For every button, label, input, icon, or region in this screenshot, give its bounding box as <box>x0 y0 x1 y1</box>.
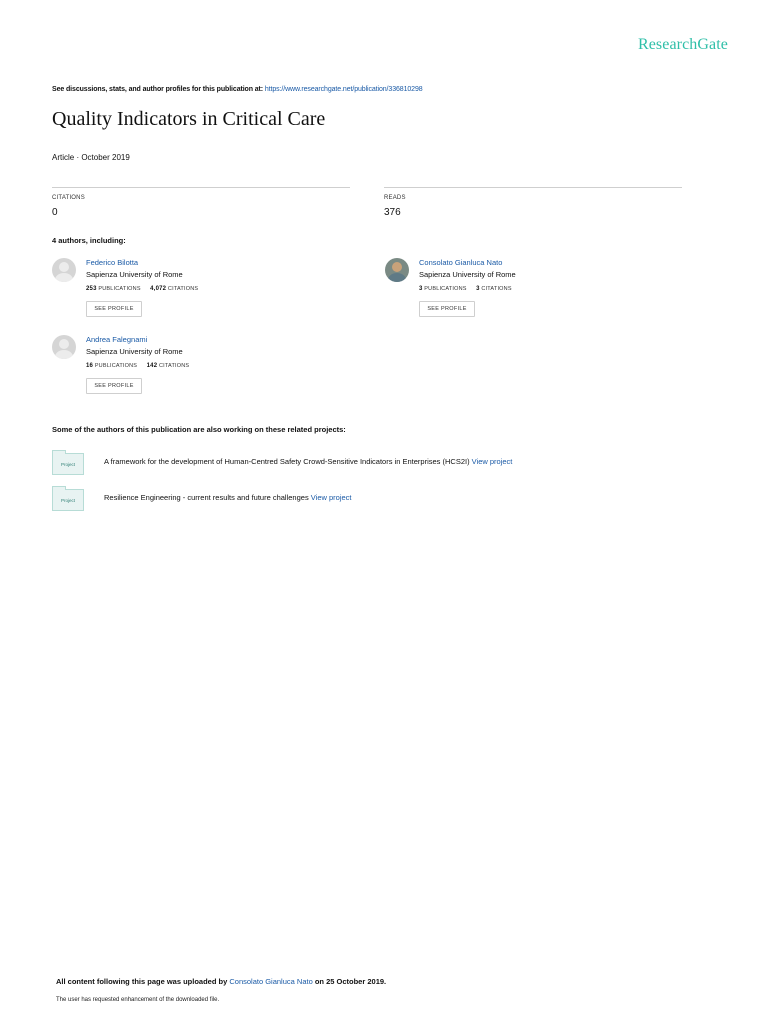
publication-url-link[interactable]: https://www.researchgate.net/publication/336810298 <box>264 86 423 93</box>
citations-count: 3 <box>476 286 480 292</box>
upload-prefix: All content following this page was uploaded by <box>56 977 228 986</box>
upload-suffix: on 25 October 2019. <box>314 977 387 986</box>
citations-count: 4,072 <box>150 286 167 292</box>
citations-count-label: CITATIONS <box>158 363 190 369</box>
publications-label: PUBLICATIONS <box>424 286 467 292</box>
project-item <box>52 453 732 477</box>
citations-count-label: CITATIONS <box>167 286 199 292</box>
author-name-link[interactable]: Consolato Gianluca Nato <box>419 258 503 267</box>
author-institution: Sapienza University of Rome <box>86 347 183 356</box>
authors-heading: 4 authors, including: <box>52 236 126 245</box>
citations-value: 0 <box>52 207 58 218</box>
publications-count: 16 <box>86 363 94 369</box>
author-institution: Sapienza University of Rome <box>419 270 516 279</box>
project-text <box>104 493 352 502</box>
reads-value: 376 <box>384 207 401 218</box>
see-profile-button[interactable]: SEE PROFILE <box>86 378 142 394</box>
publication-link-line <box>52 86 423 93</box>
publications-count: 3 <box>419 286 423 292</box>
projects-heading: Some of the authors of this publication are also working on these related projects: <box>52 425 346 434</box>
citations-label: CITATIONS <box>52 195 85 201</box>
researchgate-logo[interactable]: ResearchGate <box>637 36 728 53</box>
reads-stat <box>384 187 682 218</box>
reads-label: READS <box>384 195 406 201</box>
project-badge-label: Project <box>60 498 75 503</box>
project-folder-icon <box>52 489 84 511</box>
citations-count-label: CITATIONS <box>481 286 512 292</box>
project-badge-label: Project <box>60 462 75 467</box>
project-title: Resilience Engineering - current results and future challenges <box>104 493 309 502</box>
author-counts <box>86 286 198 292</box>
page-title: Quality Indicators in Critical Care <box>52 108 326 130</box>
uploader-link[interactable]: Consolato Gianluca Nato <box>229 977 313 986</box>
enhancement-note: The user has requested enhancement of the downloaded file. <box>56 997 220 1003</box>
author-institution: Sapienza University of Rome <box>86 270 183 279</box>
author-name-link[interactable]: Federico Bilotta <box>86 258 139 267</box>
article-meta: Article · October 2019 <box>52 153 130 162</box>
project-title: A framework for the development of Human-Centred Safety Crowd-Sensitive Indicators in Enterprises (HCS2I) <box>104 457 470 466</box>
publications-label: PUBLICATIONS <box>98 286 141 292</box>
view-project-link[interactable]: View project <box>471 457 513 466</box>
author-counts <box>419 286 512 292</box>
avatar-placeholder-icon[interactable] <box>52 258 76 282</box>
view-project-link[interactable]: View project <box>310 493 352 502</box>
publications-label: PUBLICATIONS <box>94 363 138 369</box>
citations-count: 142 <box>146 363 158 369</box>
avatar-photo[interactable] <box>385 258 409 282</box>
project-text <box>104 457 512 466</box>
author-counts <box>86 363 189 369</box>
citations-stat <box>52 187 350 218</box>
see-profile-button[interactable]: SEE PROFILE <box>419 301 475 317</box>
see-profile-button[interactable]: SEE PROFILE <box>86 301 142 317</box>
avatar-placeholder-icon[interactable] <box>52 335 76 359</box>
upload-notice <box>56 977 386 986</box>
author-name-link[interactable]: Andrea Falegnami <box>86 335 148 344</box>
project-folder-icon <box>52 453 84 475</box>
publication-link-prefix: See discussions, stats, and author profiles for this publication at: <box>52 86 264 93</box>
project-item <box>52 489 732 513</box>
publications-count: 253 <box>86 286 97 292</box>
